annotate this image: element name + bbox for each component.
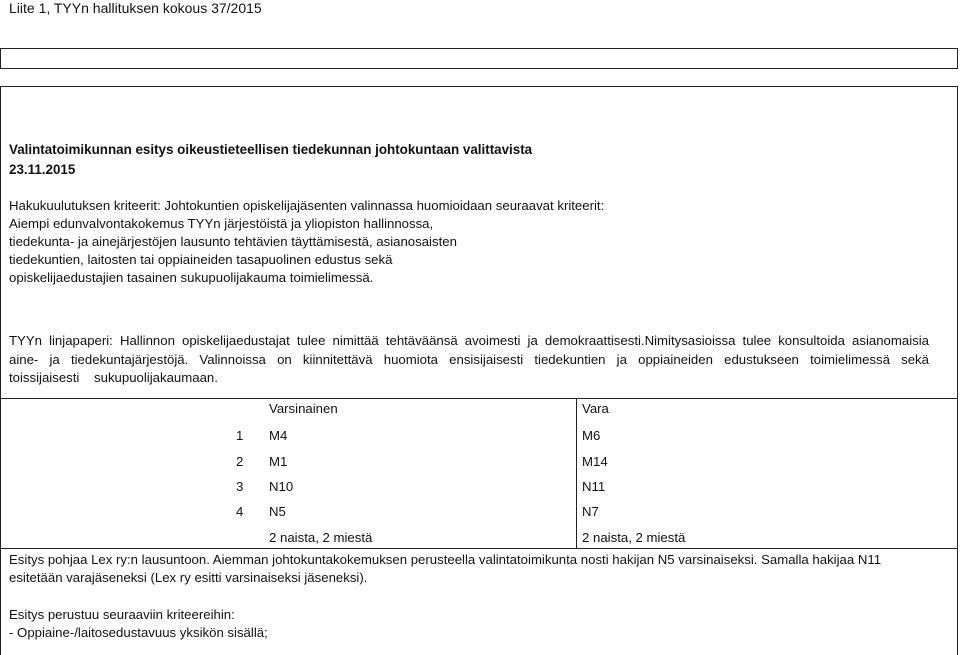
table-bottom-border xyxy=(0,548,958,549)
criteria-line: opiskelijaedustajien tasainen sukupuolijakauma toimielimessä. xyxy=(9,270,374,285)
row-alternate: N11 xyxy=(582,479,606,494)
top-empty-box xyxy=(0,48,958,69)
policy-line: toissijaisesti sukupuolijakaumaan. xyxy=(9,370,218,385)
row-primary: M4 xyxy=(269,428,288,443)
criteria-line: Hakukuulutuksen kriteerit: Johtokuntien opiskelijajäsenten valinnassa huomioidaan seuraavat kriteerit: xyxy=(9,198,605,213)
row-primary: N5 xyxy=(269,504,286,519)
table-top-border xyxy=(0,398,958,399)
row-primary: N10 xyxy=(269,479,294,494)
summary-primary: 2 naista, 2 miestä xyxy=(269,530,373,545)
criteria-line: tiedekuntien, laitosten tai oppiaineiden tasapuolinen edustus sekä xyxy=(9,252,393,267)
summary-alternate: 2 naista, 2 miestä xyxy=(582,530,686,545)
row-alternate: M14 xyxy=(582,454,608,469)
basis-item: - Oppiaine-/laitosedustavuus yksikön sisällä; xyxy=(9,625,268,640)
row-number: 1 xyxy=(236,428,244,443)
row-number: 2 xyxy=(236,454,244,469)
document-title-line-2: 23.11.2015 xyxy=(9,162,76,177)
document-header: Liite 1, TYYn hallituksen kokous 37/2015 xyxy=(9,0,262,16)
basis-heading: Esitys perustuu seuraaviin kriteereihin: xyxy=(9,607,235,622)
table-header-primary: Varsinainen xyxy=(269,401,338,416)
row-alternate: M6 xyxy=(582,428,601,443)
table-column-divider xyxy=(576,399,577,549)
row-alternate: N7 xyxy=(582,504,599,519)
row-number: 3 xyxy=(236,479,244,494)
proposal-line: esitetään varajäseneksi (Lex ry esitti varsinaiseksi jäseneksi). xyxy=(9,570,368,585)
document-title-line-1: Valintatoimikunnan esitys oikeustieteellisen tiedekunnan johtokuntaan valittavista xyxy=(9,142,533,157)
row-primary: M1 xyxy=(269,454,288,469)
proposal-line: Esitys pohjaa Lex ry:n lausuntoon. Aiemman johtokuntakokemuksen perusteella valintatoimikunta nosti hakijan N5 varsinaiseksi. Samalla hakijaa N11 xyxy=(9,552,882,567)
criteria-line: Aiempi edunvalvontakokemus TYYn järjestöistä ja yliopiston hallinnossa, xyxy=(9,216,434,231)
criteria-line: tiedekunta- ja ainejärjestöjen lausunto tehtävien täyttämisestä, asianosaisten xyxy=(9,234,457,249)
row-number: 4 xyxy=(236,504,244,519)
policy-line: TYYn linjapaperi: Hallinnon opiskelijaedustajat tulee nimittää tehtäväänsä avoimesti ja demokraattisesti.Nimitysasioissa tulee konsultoida asianomaisia xyxy=(9,333,929,348)
table-header-alternate: Vara xyxy=(582,401,609,416)
policy-line: aine- ja tiedekuntajärjestöjä. Valinnoissa on kiinnitettävä huomiota ensisijaisesti tiedekuntien ja oppiaineiden edustukseen toimielimessä sekä xyxy=(9,352,929,367)
